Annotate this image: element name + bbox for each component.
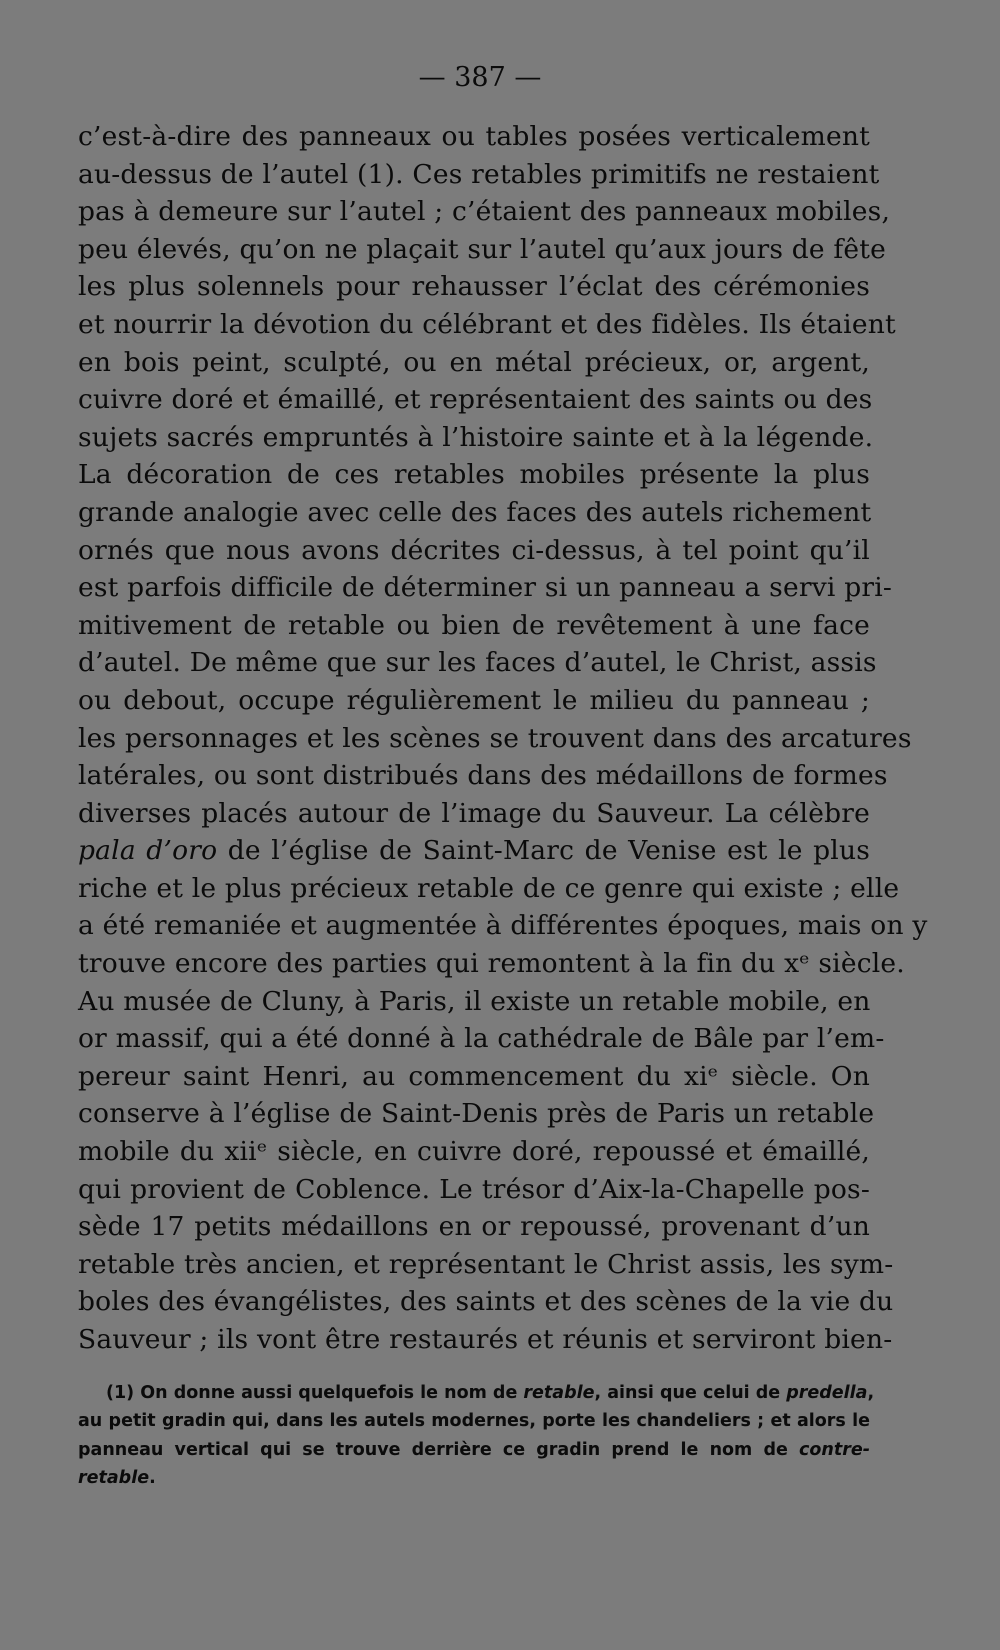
text-line: pas à demeure sur l’autel ; c’étaient des panneaux mobiles, <box>78 196 891 228</box>
text-line-with-italic <box>78 832 870 870</box>
text-line: et nourrir la dévotion du célébrant et des fidèles. Ils étaient <box>78 308 896 340</box>
text-line: La décoration de ces retables mobiles présente la plus <box>78 459 870 491</box>
footnote-text: panneau vertical qui se trouve derrière ce gradin prend le nom de <box>78 1439 788 1460</box>
footnote-text: , ainsi que celui de <box>594 1382 781 1403</box>
text-line: peu élevés, qu’on ne plaçait sur l’autel qu’aux jours de fête <box>78 233 887 265</box>
text-fragment: de l’église de Saint-Marc de Venise est le plus <box>227 835 871 867</box>
text-line: ornés que nous avons décrites ci-dessus, à tel point qu’il <box>78 534 870 566</box>
footnote-text: . <box>149 1468 156 1489</box>
italic-phrase: pala d’oro <box>78 835 218 867</box>
text-line: diverses placés autour de l’image du Sauveur. La célèbre <box>78 797 870 829</box>
text-line: qui provient de Coblence. Le trésor d’Aix-la-Chapelle pos- <box>78 1173 870 1205</box>
text-line: conserve à l’église de Saint-Denis près de Paris un retable <box>78 1098 875 1130</box>
footnote-line: au petit gradin qui, dans les autels modernes, porte les chandeliers ; et alors le <box>78 1411 870 1432</box>
footnote-italic: contre- <box>799 1439 871 1460</box>
text-line: cuivre doré et émaillé, et représentaient des saints ou des <box>78 384 873 416</box>
footnote-italic: retable <box>78 1468 150 1489</box>
footnote-text: (1) On donne aussi quelquefois le nom de <box>106 1382 518 1403</box>
text-line: or massif, qui a été donné à la cathédrale de Bâle par l’em- <box>78 1023 885 1055</box>
footnote-italic: retable <box>523 1382 595 1403</box>
text-line: riche et le plus précieux retable de ce genre qui existe ; elle <box>78 872 900 904</box>
text-line: grande analogie avec celle des faces des autels richement <box>78 496 872 528</box>
body-text <box>78 118 928 1359</box>
text-line: en bois peint, sculpté, ou en métal précieux, or, argent, <box>78 346 870 378</box>
text-line: mitivement de retable ou bien de revêtement à une face <box>78 609 870 641</box>
footnote <box>78 1379 875 1493</box>
text-line: est parfois difficile de déterminer si un panneau a servi pri- <box>78 572 893 604</box>
text-line: d’autel. De même que sur les faces d’autel, le Christ, assis <box>78 647 877 679</box>
text-line: au-dessus de l’autel (1). Ces retables primitifs ne restaient <box>78 158 880 190</box>
text-line: mobile du xiiᵉ siècle, en cuivre doré, repoussé et émaillé, <box>78 1136 870 1168</box>
text-line: boles des évangélistes, des saints et des scènes de la vie du <box>78 1286 894 1318</box>
text-line: pereur saint Henri, au commencement du xiᵉ siècle. On <box>78 1060 870 1092</box>
text-line: les plus solennels pour rehausser l’éclat des cérémonies <box>78 271 870 303</box>
text-line: c’est-à-dire des panneaux ou tables posées verticalement <box>78 121 870 152</box>
footnote-line <box>78 1379 875 1408</box>
page-number: — 387 — <box>418 62 542 93</box>
footnote-italic: predella <box>786 1382 868 1403</box>
book-page <box>78 58 928 1493</box>
footnote-line <box>78 1436 870 1465</box>
footnote-line <box>78 1464 870 1493</box>
text-line: sujets sacrés empruntés à l’histoire sainte et à la légende. <box>78 421 874 453</box>
footnote-text: , <box>867 1382 875 1403</box>
text-line: a été remaniée et augmentée à différentes époques, mais on y <box>78 910 928 942</box>
text-line: Au musée de Cluny, à Paris, il existe un retable mobile, en <box>78 985 871 1017</box>
text-line: trouve encore des parties qui remontent à la fin du xᵉ siècle. <box>78 948 905 980</box>
text-line: retable très ancien, et représentant le Christ assis, les sym- <box>78 1248 894 1280</box>
text-line: sède 17 petits médaillons en or repoussé, provenant d’un <box>78 1211 870 1243</box>
text-line: ou debout, occupe régulièrement le milieu du panneau ; <box>78 684 870 716</box>
text-line: Sauveur ; ils vont être restaurés et réunis et serviront bien- <box>78 1324 893 1355</box>
text-line: les personnages et les scènes se trouvent dans des arcatures <box>78 722 912 754</box>
text-line: latérales, ou sont distribués dans des médaillons de formes <box>78 760 888 792</box>
